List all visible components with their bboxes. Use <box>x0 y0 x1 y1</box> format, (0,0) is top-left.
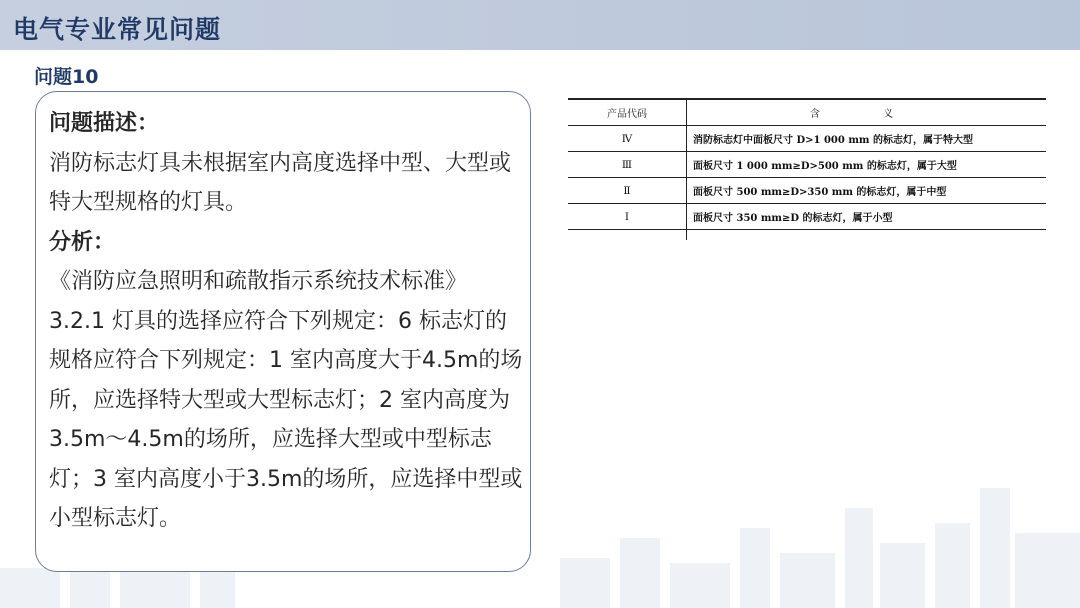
table-row <box>568 126 1046 152</box>
row-meaning: 面板尺寸 500 mm≥D>350 mm 的标志灯，属于中型 <box>693 187 947 198</box>
row-code: Ⅰ <box>568 204 687 230</box>
standard-title: 《消防应急照明和疏散指示系统技术标准》 <box>49 269 468 294</box>
question-label: 问题10 <box>34 66 99 88</box>
analysis-text: 3.2.1 灯具的选择应符合下列规定：6 标志灯的规格应符合下列规定：1 室内高度大于4.5m的场所，应选择特大型或大型标志灯；2 室内高度为3.5m～4.5m的场所，应选择大型或中型标志灯；3 室内高度小于3.5m的场所，应选择中型或小型标志灯。 <box>49 308 523 531</box>
description-text: 消防标志灯具未根据室内高度选择中型、大型或特大型规格的灯具。 <box>49 150 512 215</box>
table-header-row <box>568 99 1046 126</box>
row-code: Ⅱ <box>568 178 687 204</box>
table-row <box>568 178 1046 204</box>
page-title: 电气专业常见问题 <box>13 15 222 44</box>
header-bar <box>0 0 1080 50</box>
row-meaning: 消防标志灯中面板尺寸 D>1 000 mm 的标志灯，属于特大型 <box>693 135 973 146</box>
column-header-meaning: 含 义 <box>809 109 924 120</box>
card-content <box>49 104 527 539</box>
column-header-code: 产品代码 <box>568 99 687 126</box>
row-meaning: 面板尺寸 1 000 mm≥D>500 mm 的标志灯，属于大型 <box>693 161 957 172</box>
table-row <box>568 230 1046 241</box>
reference-table-image <box>568 98 1046 240</box>
row-code: Ⅳ <box>568 126 687 152</box>
analysis-heading: 分析： <box>49 229 116 255</box>
question-card <box>35 91 531 572</box>
row-code <box>568 230 687 241</box>
table-row <box>568 152 1046 178</box>
table-row <box>568 204 1046 230</box>
product-code-table <box>568 98 1046 240</box>
row-code: Ⅲ <box>568 152 687 178</box>
row-meaning <box>687 230 1047 241</box>
row-meaning: 面板尺寸 350 mm≥D 的标志灯，属于小型 <box>693 213 893 224</box>
description-heading: 问题描述： <box>49 111 160 136</box>
